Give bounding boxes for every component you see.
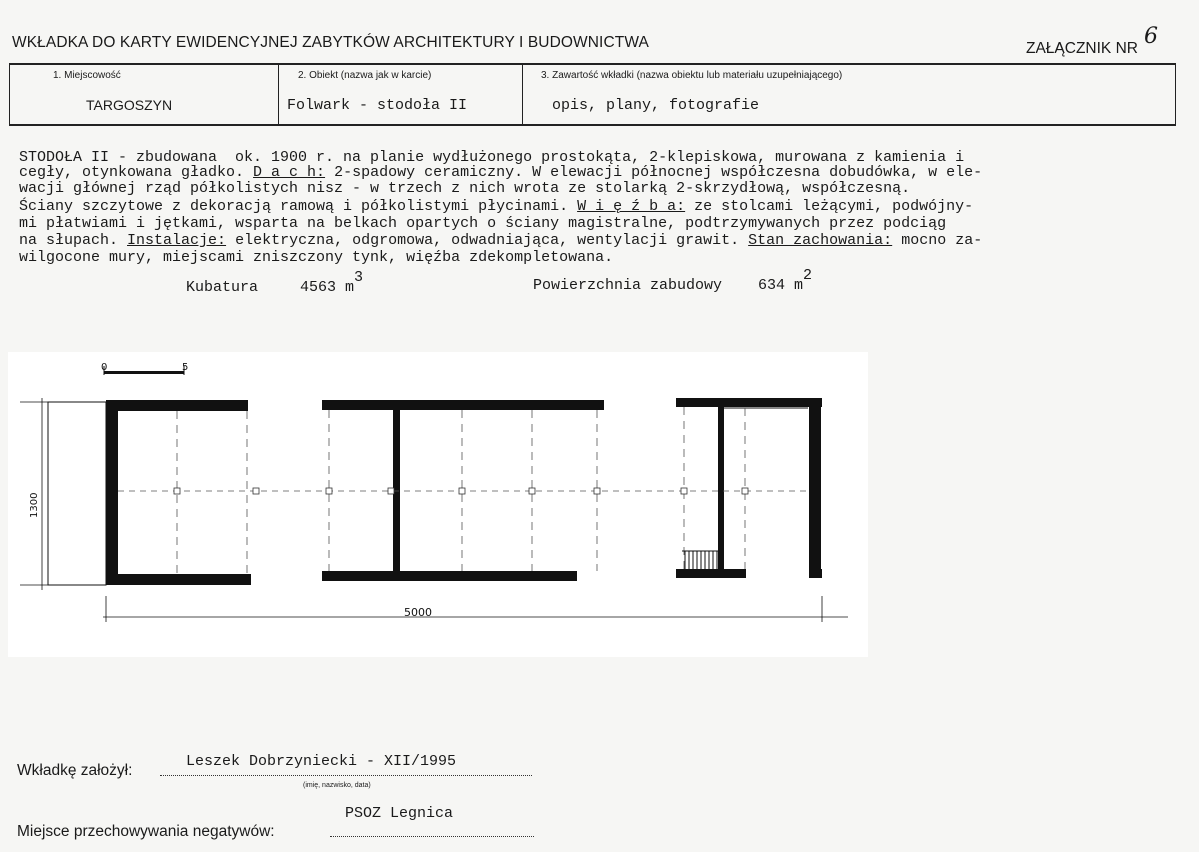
locality-label: 1. Miejscowość: [53, 70, 121, 81]
storage-dotted-line: [330, 836, 534, 837]
description-text: mocno za-: [892, 232, 983, 249]
storage-value: PSOZ Legnica: [345, 805, 454, 822]
form-title: WKŁADKA DO KARTY EWIDENCYJNEJ ZABYTKÓW ARCHITEKTURY I BUDOWNICTWA: [12, 34, 649, 51]
author-hint: (imię, nazwisko, data): [303, 782, 371, 789]
description-text: cegły, otynkowana gładko.: [19, 164, 254, 181]
description-line-5: mi płatwiami i jętkami, wsparta na belkach opartych o ściany magistralne, podtrzymywanych przez podciąg: [19, 215, 947, 232]
locality-value: TARGOSZYN: [86, 97, 173, 113]
object-value: Folwark - stodoła II: [287, 97, 468, 114]
area-label: Powierzchnia zabudowy: [533, 277, 723, 294]
post: [742, 488, 748, 494]
width-dimension-label: 5000: [404, 606, 432, 619]
scale-start-label: 0: [101, 362, 108, 373]
post: [459, 488, 465, 494]
description-text: 2-spadowy ceramiczny. W elewacji północnej współczesna dobudówka, w ele-: [325, 164, 983, 181]
description-line-1: STODOŁA II - zbudowana ok. 1900 r. na planie wydłużonego prostokąta, 2-klepiskowa, murowana z kamienia i: [19, 149, 965, 166]
description-text: ze stolcami leżącymi, podwójny-: [685, 198, 974, 215]
wall: [718, 403, 724, 571]
roof-heading: D a c h:: [253, 164, 326, 181]
truss-heading: W i ę ź b a:: [577, 198, 686, 215]
scale-bar-fill: [104, 371, 184, 374]
description-text: Ściany szczytowe z dekoracją ramową i półkolistymi płycinami.: [19, 198, 578, 215]
post: [253, 488, 259, 494]
wall: [106, 574, 251, 585]
post: [326, 488, 332, 494]
wall: [809, 400, 821, 578]
volume-unit-exp: 3: [354, 269, 364, 286]
description-text: na słupach.: [19, 232, 128, 249]
volume-label: Kubatura: [186, 279, 259, 296]
annex-outline: [48, 402, 106, 585]
wall: [322, 400, 604, 410]
condition-heading: Stan zachowania:: [748, 232, 893, 249]
wall: [676, 398, 822, 407]
post: [594, 488, 600, 494]
depth-dimension-label: 1300: [29, 492, 40, 518]
description-line-3: wacji głównej rząd półkolistych nisz - w trzech z nich wrota ze stolarką 2-skrzydłową, współczesną.: [19, 180, 911, 197]
wall: [322, 571, 577, 581]
wall: [676, 569, 746, 578]
post: [681, 488, 687, 494]
contents-label: 3. Zawartość wkładki (nazwa obiektu lub materiału uzupełniającego): [541, 70, 843, 81]
post: [388, 488, 394, 494]
area-number: 634 m: [758, 277, 804, 294]
scale-bar: [101, 362, 188, 375]
installations-heading: Instalacje:: [127, 232, 227, 249]
scale-end-label: 5: [182, 362, 189, 373]
post: [174, 488, 180, 494]
wall: [106, 400, 248, 411]
attachment-label-text: ZAŁĄCZNIK NR: [1026, 40, 1138, 57]
stairs-symbol: [682, 551, 718, 569]
description-line-7: wilgocone mury, miejscami zniszczony tynk, więźba zdekompletowana.: [19, 249, 614, 266]
object-label: 2. Obiekt (nazwa jak w karcie): [298, 70, 432, 81]
attachment-number: 6: [1143, 24, 1158, 49]
description-text: elektryczna, odgromowa, odwadniająca, wentylacji grawit.: [226, 232, 749, 249]
wall: [106, 402, 118, 585]
storage-label: Miejsce przechowywania negatywów:: [17, 823, 275, 840]
author-label: Wkładkę założył:: [17, 762, 133, 779]
area-unit-exp: 2: [803, 267, 813, 284]
author-value: Leszek Dobrzyniecki - XII/1995: [186, 753, 457, 770]
author-dotted-line: [160, 775, 532, 776]
contents-value: opis, plany, fotografie: [552, 97, 760, 114]
volume-number: 4563 m: [300, 279, 355, 296]
wall: [810, 569, 822, 578]
post: [529, 488, 535, 494]
